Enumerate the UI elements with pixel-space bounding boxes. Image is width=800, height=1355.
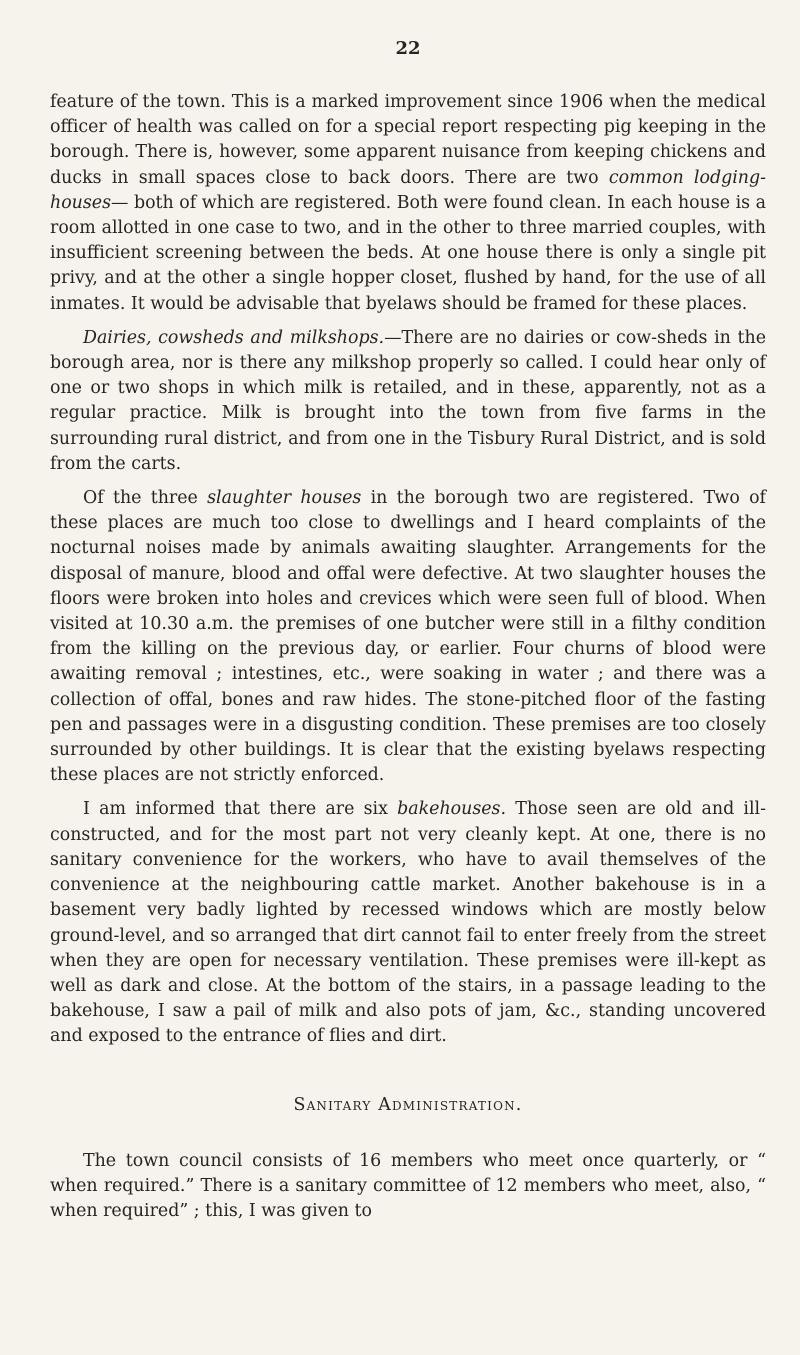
section-heading: Sanitary Administration. — [293, 1094, 523, 1115]
document-page — [50, 38, 766, 1224]
paragraph-bakehouses — [50, 797, 766, 1049]
paragraph-slaughter-houses — [50, 486, 766, 788]
emphasis-lodging-houses: common lodging-houses — [50, 167, 766, 213]
paragraph-text: in the borough two are registered. Two of these places are much too close to dwellings and I heard complaints of the nocturnal noises made by animals awaiting slaughter. Arrangements for the disposal of manure, blood and offal were defective. At two slaughter houses the floors were broken into holes and crevices which were seen full of blood. When visited at 10.30 a.m. the premises of one butcher were still in a filthy condition from the killing on the previous day, or earlier. Four churns of blood were awaiting removal ; intestines, etc., were soaking in water ; and there was a collection of offal, bones and raw hides. The stone-pitched floor of the fasting pen and passages were in a disgusting condition. These premises are too closely surrounded by other buildings. It is clear that the existing byelaws respecting these places are not strictly enforced. — [50, 488, 766, 786]
emphasis-bakehouses: bakehouses. — [397, 799, 507, 820]
paragraph-text: Those seen are old and ill-constructed, and for the most part not very cleanly kept. At one, there is no sanitary convenience for the workers, who have to avail themselves of the convenience at the neighbouring cattle market. Another bakehouse is in a basement very badly lighted by recessed windows which are mostly below ground-level, and so arranged that dirt cannot fail to enter freely from the street when they are open for necessary ventilation. These premises were ill-kept as well as dark and close. At the bottom of the stairs, in a passage leading to the bakehouse, I saw a pail of milk and also pots of jam, &c., standing uncovered and exposed to the entrance of flies and dirt. — [50, 799, 766, 1047]
paragraph-lodging-houses — [50, 90, 766, 317]
paragraph-text: — both of which are registered. Both were found clean. In each house is a room allotted in one case to two, and in the other to three married couples, with insufficient screening between the beds. At one house there is only a single pit privy, and at the other a single hopper closet, flushed by hand, for the use of all inmates. It would be advisable that byelaws should be framed for these places. — [50, 192, 766, 314]
paragraph-text: feature of the town. This is a marked improvement since 1906 when the medical officer of health was called on for a special report respecting pig keeping in the borough. There is, however, some apparent nuisance from keeping chickens and ducks in small spaces close to back doors. There are two — [50, 92, 766, 188]
paragraph-text: Of the three — [83, 488, 208, 509]
paragraph-dairies — [50, 326, 766, 477]
paragraph-town-council: The town council consists of 16 members who meet once quarterly, or “ when required.” There is a sanitary committee of 12 members who meet, also, “ when required” ; this, I was given to — [50, 1150, 766, 1222]
emphasis-slaughter-houses: slaughter houses — [207, 488, 362, 509]
page-number: 22 — [395, 38, 421, 59]
paragraph-text: —There are no dairies or cow-sheds in the borough area, nor is there any milkshop properly so called. I could hear only of one or two shops in which milk is retailed, and in these, apparently, not as a regular practice. Milk is brought into the town from five farms in the surrounding rural district, and from one in the Tisbury Rural District, and is sold from the carts. — [50, 327, 766, 474]
paragraph-text: I am informed that there are six — [83, 799, 398, 820]
emphasis-dairies: Dairies, cowsheds and milkshops. — [83, 327, 385, 348]
